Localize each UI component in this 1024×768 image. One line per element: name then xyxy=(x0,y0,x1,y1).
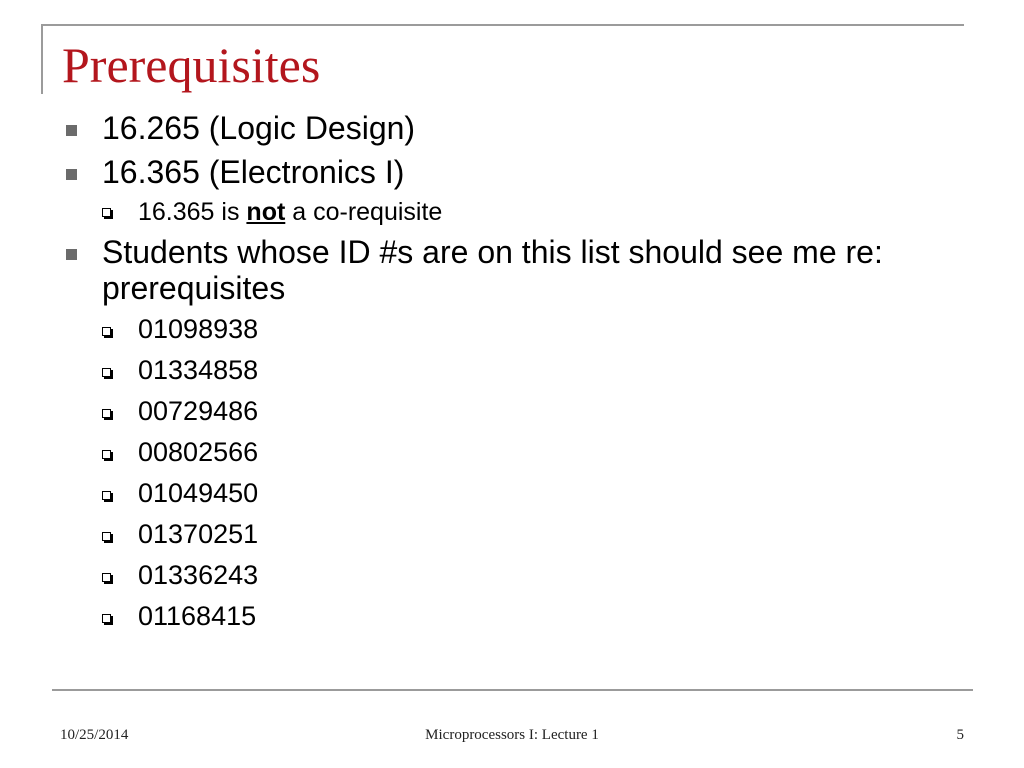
slide-title: Prerequisites xyxy=(62,37,321,93)
student-id: 01334858 xyxy=(138,355,259,385)
bullet-students-list xyxy=(62,234,962,306)
footer-divider-line xyxy=(52,689,973,691)
student-id-item xyxy=(62,355,962,386)
sub-bullet-text-after: a co-requisite xyxy=(285,198,443,226)
square-bullet-icon xyxy=(66,169,77,180)
box-bullet-icon xyxy=(102,409,111,418)
student-id-item xyxy=(62,601,962,632)
student-id: 00802566 xyxy=(138,437,259,467)
frame-top-line xyxy=(43,24,964,26)
bullet-text: Students whose ID #s are on this list should see me re: prerequisites xyxy=(102,234,883,306)
square-bullet-icon xyxy=(66,249,77,260)
student-id: 01098938 xyxy=(138,314,259,344)
bullet-logic-design xyxy=(62,110,962,146)
student-id-item xyxy=(62,396,962,427)
footer-page-number: 5 xyxy=(956,727,964,743)
emphasis-not: not xyxy=(246,198,286,226)
bullet-text: 16.265 (Logic Design) xyxy=(102,110,416,146)
box-bullet-icon xyxy=(102,491,111,500)
sub-bullet-corequisite xyxy=(62,198,962,226)
box-bullet-icon xyxy=(102,327,111,336)
box-bullet-icon xyxy=(102,573,111,582)
student-id: 01168415 xyxy=(138,601,257,631)
box-bullet-icon xyxy=(102,532,111,541)
student-id-item xyxy=(62,560,962,591)
bullet-electronics xyxy=(62,154,962,190)
student-id-item xyxy=(62,519,962,550)
student-id-item xyxy=(62,478,962,509)
student-id: 00729486 xyxy=(138,396,259,426)
sub-bullet-text-before: 16.365 is xyxy=(138,198,247,226)
footer-title: Microprocessors I: Lecture 1 xyxy=(425,727,599,743)
bullet-text: 16.365 (Electronics I) xyxy=(102,154,405,190)
box-bullet-icon xyxy=(102,614,111,623)
box-bullet-icon xyxy=(102,450,111,459)
student-id-item xyxy=(62,314,962,345)
slide-content xyxy=(62,110,962,642)
frame-left-line xyxy=(41,24,43,94)
footer-date: 10/25/2014 xyxy=(60,727,129,743)
box-bullet-icon xyxy=(102,368,111,377)
student-id-item xyxy=(62,437,962,468)
student-id: 01049450 xyxy=(138,478,259,508)
box-bullet-icon xyxy=(102,208,111,217)
student-id: 01336243 xyxy=(138,560,259,590)
student-id: 01370251 xyxy=(138,519,259,549)
square-bullet-icon xyxy=(66,125,77,136)
